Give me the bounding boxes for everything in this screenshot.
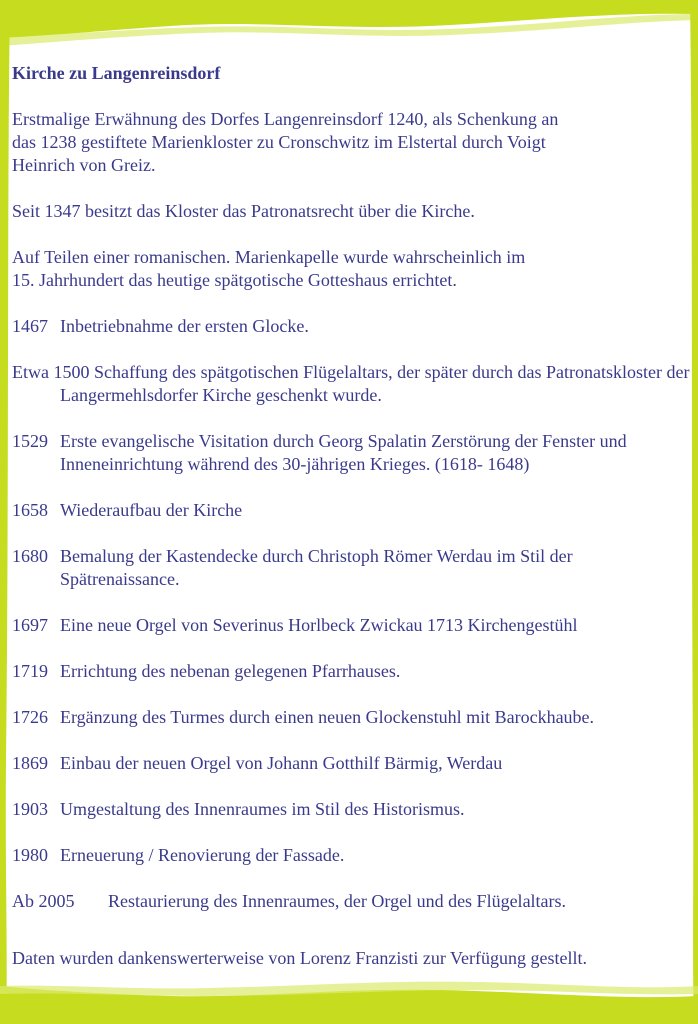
timeline-entry: [12, 752, 692, 775]
timeline-entry: [12, 844, 692, 867]
entry-year: 1726: [12, 707, 48, 727]
entry-text: Einbau der neuen Orgel von Johann Gotthilf Bärmig, Werdau: [60, 753, 503, 773]
entry-year: 1467: [12, 316, 48, 336]
timeline-entry: [12, 315, 692, 338]
entry-year: 1658: [12, 500, 48, 520]
timeline-entry: [12, 660, 692, 683]
entry-text: Inbetriebnahme der ersten Glocke.: [60, 316, 309, 336]
entry-text: Umgestaltung des Innenraumes im Stil des Historismus.: [60, 799, 465, 819]
timeline-entry: [12, 545, 692, 591]
intro-paragraph: Erstmalige Erwähnung des Dorfes Langenreinsdorf 1240, als Schenkung an das 1238 gestiftete Marienkloster zu Cronschwitz im Elstertal durch Voigt Heinrich von Greiz.: [12, 109, 559, 175]
intro-paragraph: Seit 1347 besitzt das Kloster das Patronatsrecht über die Kirche.: [12, 201, 475, 221]
entry-text: Ergänzung des Turmes durch einen neuen Glockenstuhl mit Barockhaube.: [60, 707, 595, 727]
timeline-entry: [12, 706, 692, 729]
entry-text: Erneuerung / Renovierung der Fassade.: [60, 845, 345, 865]
intro-paragraph: Auf Teilen einer romanischen. Marienkapelle wurde wahrscheinlich im 15. Jahrhundert das heutige spätgotische Gotteshaus errichtet.: [12, 247, 526, 290]
entry-year: 1903: [12, 799, 48, 819]
entry-year: 1719: [12, 661, 48, 681]
timeline-entry: [12, 430, 692, 476]
timeline-entry: [12, 499, 692, 522]
document-body: [12, 62, 692, 993]
entry-year: Ab 2005: [12, 891, 75, 911]
timeline-entry: [12, 890, 692, 913]
entry-text: Restaurierung des Innenraumes, der Orgel und des Flügelaltars.: [108, 891, 567, 911]
entry-year: 1697: [12, 615, 48, 635]
page-title: Kirche zu Langenreinsdorf: [12, 63, 221, 83]
timeline-entry: [12, 361, 692, 407]
entry-text: Bemalung der Kastendecke durch Christoph Römer Werdau im Stil der Spätrenaissance.: [60, 546, 573, 589]
credits-note: Daten wurden dankenswerterweise von Lorenz Franzisti zur Verfügung gestellt.: [12, 948, 587, 968]
entry-year: Etwa 1500: [12, 362, 94, 382]
entry-year: 1869: [12, 753, 48, 773]
entry-text: Schaffung des spätgotischen Flügelaltars, der später durch das Patronatskloster der Langermehlsdorfer Kirche geschenkt wurde.: [60, 362, 690, 405]
entry-year: 1529: [12, 431, 48, 451]
entry-text: Wiederaufbau der Kirche: [60, 500, 243, 520]
entry-text: Errichtung des nebenan gelegenen Pfarrhauses.: [60, 661, 401, 681]
entry-text: Eine neue Orgel von Severinus Horlbeck Zwickau 1713 Kirchengestühl: [60, 615, 578, 635]
entry-year: 1980: [12, 845, 48, 865]
entry-year: 1680: [12, 546, 48, 566]
entry-text: Erste evangelische Visitation durch Georg Spalatin Zerstörung der Fenster und Inneneinrichtung während des 30-jährigen Krieges. (1618- 1648): [60, 431, 627, 474]
timeline-entry: [12, 798, 692, 821]
timeline-entry: [12, 614, 692, 637]
